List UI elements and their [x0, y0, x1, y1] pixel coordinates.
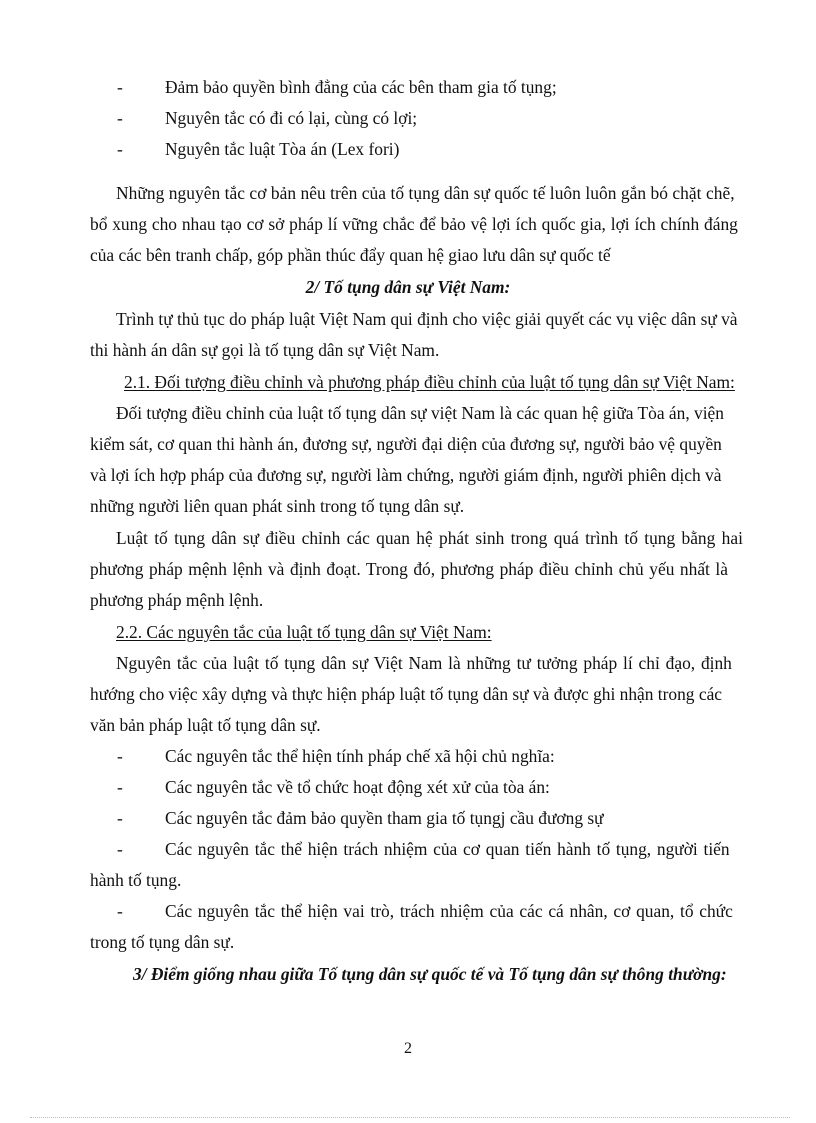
- bullet-text: Các nguyên tắc thể hiện tính pháp chế xã hội chủ nghĩa:: [165, 746, 555, 766]
- paragraph-line: kiểm sát, cơ quan thi hành án, đương sự, người đại diện của đương sự, người bảo vệ quyền: [90, 434, 722, 454]
- section-heading: 2/ Tố tụng dân sự Việt Nam:: [305, 277, 511, 297]
- bullet-text: Nguyên tắc có đi có lại, cùng có lợi;: [165, 108, 418, 128]
- bullet-dash: -: [117, 808, 123, 828]
- paragraph-line: của các bên tranh chấp, góp phần thúc đẩy quan hệ giao lưu dân sự quốc tế: [90, 245, 611, 265]
- paragraph-line: và lợi ích hợp pháp của đương sự, người làm chứng, người giám định, người phiên dịch và: [90, 465, 722, 485]
- bullet-text: Nguyên tắc luật Tòa án (Lex fori): [165, 139, 400, 159]
- bullet-text: Các nguyên tắc về tổ chức hoạt động xét xử của tòa án:: [165, 777, 550, 797]
- paragraph-line: Luật tố tụng dân sự điều chỉnh các quan hệ phát sinh trong quá trình tố tụng bằng hai: [116, 528, 743, 548]
- paragraph-line: hướng cho việc xây dựng và thực hiện pháp luật tố tụng dân sự và được ghi nhận trong các: [90, 684, 723, 704]
- page-divider: [30, 1117, 790, 1118]
- subsection-heading: 2.2. Các nguyên tắc của luật tố tụng dân sự Việt Nam:: [116, 622, 492, 642]
- paragraph-line: Nguyên tắc của luật tố tụng dân sự Việt Nam là những tư tưởng pháp lí chỉ đạo, định: [116, 653, 732, 673]
- bullet-text: Các nguyên tắc đảm bảo quyền tham gia tố tụngj cầu đương sự: [165, 808, 604, 828]
- bullet-dash: -: [117, 901, 123, 921]
- bullet-text: Đảm bảo quyền bình đẳng của các bên tham gia tố tụng;: [165, 77, 557, 97]
- bullet-dash: -: [117, 777, 123, 797]
- paragraph-line: những người liên quan phát sinh trong tố tụng dân sự.: [90, 496, 465, 516]
- paragraph-line: phương pháp mệnh lệnh và định đoạt. Trong đó, phương pháp điều chỉnh chủ yếu nhất là: [90, 559, 728, 579]
- bullet-text: Các nguyên tắc thể hiện trách nhiệm của cơ quan tiến hành tố tụng, người tiến: [165, 839, 730, 859]
- bullet-dash: -: [117, 839, 123, 859]
- bullet-dash: -: [117, 77, 123, 97]
- paragraph-line: trong tố tụng dân sự.: [90, 932, 235, 952]
- paragraph-line: hành tố tụng.: [90, 870, 182, 890]
- bullet-dash: -: [117, 139, 123, 159]
- paragraph-line: bổ xung cho nhau tạo cơ sở pháp lí vững chắc để bảo vệ lợi ích quốc gia, lợi ích chính đáng: [90, 214, 738, 234]
- section-heading: 3/ Điểm giống nhau giữa Tố tụng dân sự quốc tế và Tố tụng dân sự thông thường:: [133, 964, 727, 984]
- paragraph-line: Đối tượng điều chỉnh của luật tố tụng dân sự việt Nam là các quan hệ giữa Tòa án, viện: [116, 403, 724, 423]
- paragraph-line: Những nguyên tắc cơ bản nêu trên của tố tụng dân sự quốc tế luôn luôn gắn bó chặt chẽ,: [116, 183, 735, 203]
- subsection-heading: 2.1. Đối tượng điều chỉnh và phương pháp điều chỉnh của luật tố tụng dân sự Việt Nam:: [124, 372, 735, 392]
- page-number: 2: [404, 1040, 412, 1057]
- bullet-dash: -: [117, 108, 123, 128]
- paragraph-line: Trình tự thủ tục do pháp luật Việt Nam qui định cho việc giải quyết các vụ việc dân sự và: [116, 309, 738, 329]
- bullet-dash: -: [117, 746, 123, 766]
- bullet-text: Các nguyên tắc thể hiện vai trò, trách nhiệm của các cá nhân, cơ quan, tổ chức: [165, 901, 733, 921]
- paragraph-line: thi hành án dân sự gọi là tố tụng dân sự Việt Nam.: [90, 340, 440, 360]
- paragraph-line: phương pháp mệnh lệnh.: [90, 590, 264, 610]
- paragraph-line: văn bản pháp luật tố tụng dân sự.: [90, 715, 321, 735]
